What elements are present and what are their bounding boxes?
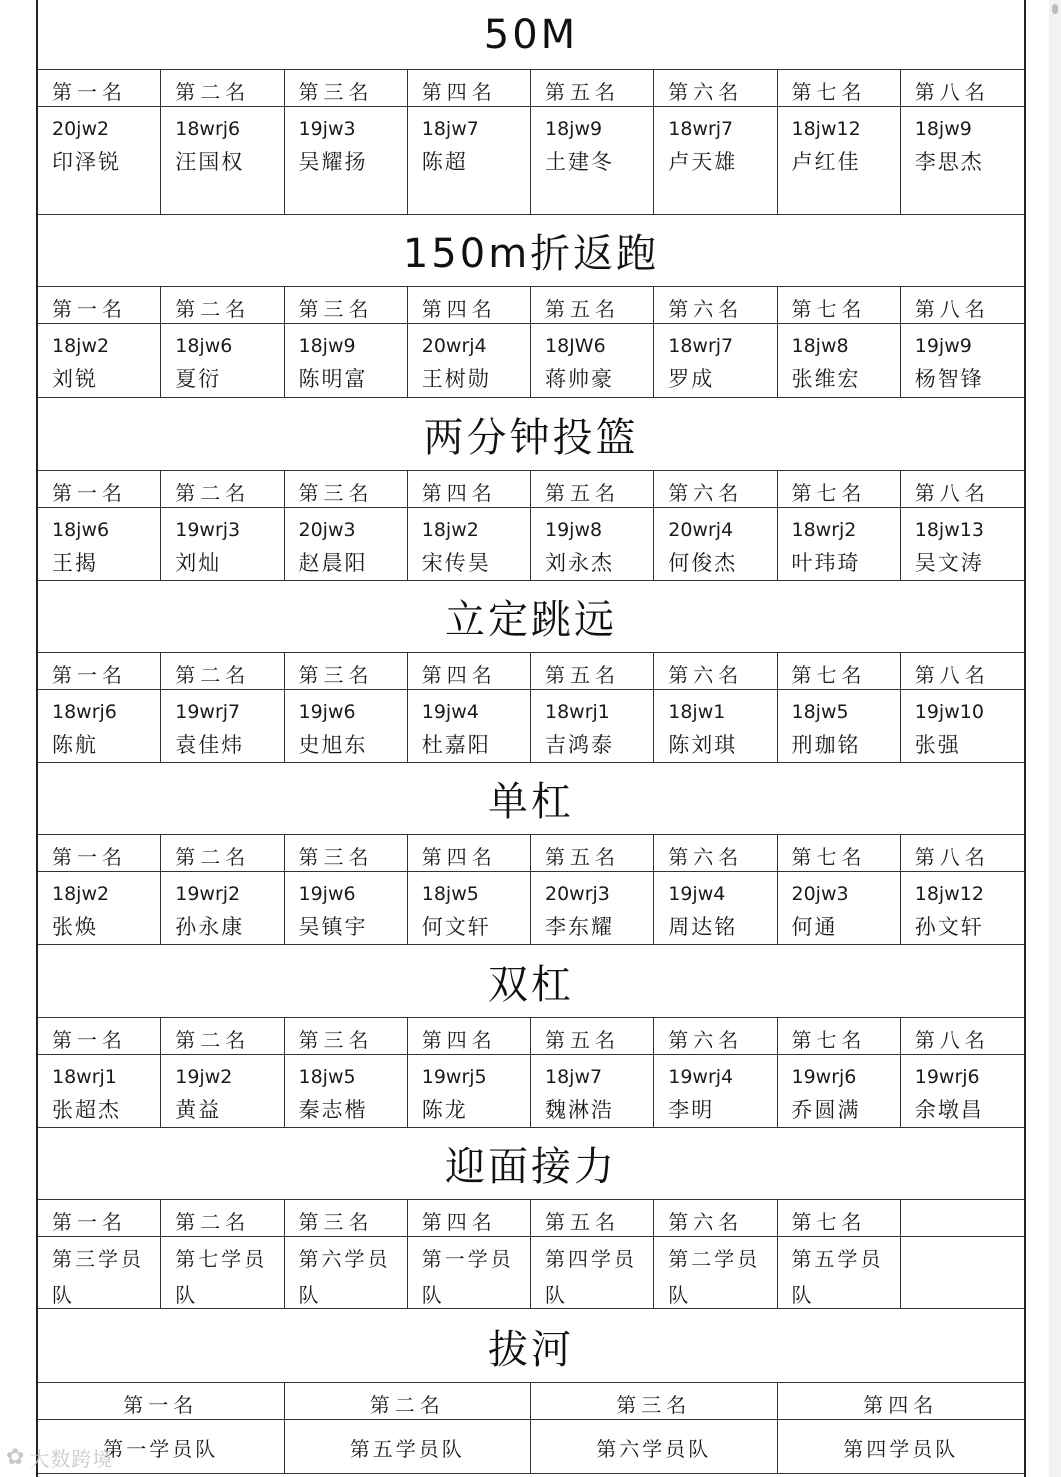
athlete-name: 李思杰 — [914, 150, 984, 174]
event-section — [38, 398, 1024, 581]
rank-header-row — [38, 70, 1024, 107]
rank-label: 第一名 — [38, 1383, 285, 1420]
event-title: 两分钟投篮 — [423, 414, 639, 461]
rank-label: 第八名 — [901, 471, 1024, 508]
result-cell — [778, 324, 901, 398]
result-cell — [778, 508, 901, 581]
athlete-name: 乔圆满 — [791, 1098, 861, 1122]
class-code: 18jw1 — [668, 701, 726, 723]
class-code: 18wrj1 — [545, 701, 610, 723]
rank-label: 第一名 — [38, 70, 161, 107]
rank-label: 第四名 — [408, 287, 531, 324]
rank-label: 第五名 — [531, 653, 654, 690]
athlete-name: 吴文涛 — [914, 551, 984, 575]
result-cell — [654, 690, 777, 763]
rank-label: 第四名 — [408, 653, 531, 690]
team-name: 第五学员队 — [791, 1247, 884, 1307]
result-cell — [531, 107, 654, 215]
rank-label: 第三名 — [285, 70, 408, 107]
athlete-name: 吴耀扬 — [298, 150, 368, 174]
class-code: 20wrj3 — [545, 883, 610, 905]
class-code: 19jw6 — [298, 883, 356, 905]
rank-label: 第四名 — [408, 1018, 531, 1055]
athlete-name: 汪国权 — [175, 150, 245, 174]
result-cell — [285, 324, 408, 398]
class-code: 19jw8 — [545, 519, 603, 541]
result-cell — [285, 872, 408, 945]
result-cell — [285, 508, 408, 581]
result-row — [38, 872, 1024, 945]
rank-label: 第六名 — [654, 471, 777, 508]
rank-label: 第一名 — [38, 835, 161, 872]
result-cell — [161, 107, 284, 215]
class-code: 19jw2 — [175, 1066, 233, 1088]
rank-label: 第三名 — [285, 1200, 408, 1237]
rank-label: 第四名 — [408, 835, 531, 872]
athlete-name: 孙文轩 — [914, 915, 984, 939]
rank-label: 第五名 — [531, 1200, 654, 1237]
class-code: 19jw10 — [914, 701, 984, 723]
athlete-name: 李明 — [668, 1098, 715, 1122]
result-cell — [38, 872, 161, 945]
athlete-name: 何俊杰 — [668, 551, 738, 575]
event-section — [38, 945, 1024, 1128]
class-code: 18jw9 — [914, 118, 972, 140]
athlete-name: 杜嘉阳 — [421, 733, 491, 757]
rank-header-row — [38, 1200, 1024, 1237]
rank-label: 第五名 — [531, 1018, 654, 1055]
result-cell — [285, 1420, 532, 1474]
class-code: 19jw6 — [298, 701, 356, 723]
rank-header-row — [38, 1018, 1024, 1055]
athlete-name: 何文轩 — [421, 915, 491, 939]
event-title: 拔河 — [488, 1326, 574, 1373]
result-cell — [531, 872, 654, 945]
result-cell — [778, 1420, 1025, 1474]
rank-label: 第七名 — [778, 70, 901, 107]
result-cell — [408, 872, 531, 945]
athlete-name: 李东耀 — [545, 915, 614, 939]
athlete-name: 张维宏 — [791, 367, 861, 391]
class-code: 19jw3 — [298, 118, 356, 140]
class-code: 18jw5 — [791, 701, 849, 723]
rank-label: 第二名 — [161, 1018, 284, 1055]
event-title-row — [38, 0, 1024, 70]
result-cell — [654, 1237, 777, 1309]
result-row — [38, 107, 1024, 215]
result-cell — [901, 324, 1024, 398]
scrollbar[interactable] — [1049, 0, 1061, 1477]
result-cell — [778, 1237, 901, 1309]
rank-label: 第七名 — [778, 835, 901, 872]
class-code: 18JW6 — [545, 335, 606, 357]
athlete-name: 叶玮琦 — [791, 551, 861, 575]
class-code: 19jw4 — [668, 883, 726, 905]
athlete-name: 刘锐 — [52, 367, 98, 391]
event-title-row — [38, 945, 1024, 1018]
rank-label: 第七名 — [778, 1200, 901, 1237]
rank-header-row — [38, 1383, 1024, 1420]
athlete-name: 陈超 — [421, 150, 468, 174]
class-code: 19jw9 — [914, 335, 972, 357]
rank-label: 第四名 — [778, 1383, 1025, 1420]
result-cell — [161, 508, 284, 581]
rank-label: 第七名 — [778, 287, 901, 324]
athlete-name: 孙永康 — [175, 915, 245, 939]
result-cell — [531, 324, 654, 398]
rank-label: 第八名 — [901, 1018, 1024, 1055]
rank-label: 第六名 — [654, 1018, 777, 1055]
watermark-text: 大数跨境 — [29, 1447, 114, 1471]
result-cell — [161, 690, 284, 763]
class-code: 18wrj7 — [668, 335, 734, 357]
rank-label: 第三名 — [285, 287, 408, 324]
rank-label: 第五名 — [531, 471, 654, 508]
result-cell — [161, 1055, 284, 1128]
result-cell — [161, 324, 284, 398]
result-cell — [531, 1237, 654, 1309]
rank-label: 第六名 — [654, 835, 777, 872]
athlete-name: 土建冬 — [545, 150, 614, 174]
athlete-name: 吉鸿泰 — [545, 733, 614, 757]
rank-label: 第三名 — [531, 1383, 778, 1420]
result-cell — [285, 107, 408, 215]
class-code: 19wrj7 — [175, 701, 241, 723]
class-code: 19wrj5 — [421, 1066, 487, 1088]
result-cell — [285, 1055, 408, 1128]
result-cell — [531, 1055, 654, 1128]
result-cell — [38, 107, 161, 215]
team-name: 第四学员队 — [843, 1436, 959, 1461]
athlete-name: 史旭东 — [298, 733, 368, 757]
class-code: 18jw12 — [914, 883, 984, 905]
rank-label: 第五名 — [531, 835, 654, 872]
result-cell — [38, 508, 161, 581]
result-row — [38, 1237, 1024, 1309]
result-cell — [408, 508, 531, 581]
team-name: 第六学员队 — [596, 1436, 712, 1461]
athlete-name: 黄益 — [175, 1098, 222, 1122]
athlete-name: 魏淋浩 — [545, 1098, 614, 1122]
class-code: 18jw7 — [421, 118, 479, 140]
result-row — [38, 508, 1024, 581]
athlete-name: 宋传昊 — [421, 551, 491, 575]
event-title-row — [38, 763, 1024, 835]
rank-label: 第五名 — [531, 70, 654, 107]
rank-label: 第一名 — [38, 1200, 161, 1237]
team-name: 第三学员队 — [52, 1247, 144, 1307]
athlete-name: 罗成 — [668, 367, 715, 391]
class-code: 18jw13 — [914, 519, 984, 541]
rank-label: 第八名 — [901, 287, 1024, 324]
athlete-name: 王树勋 — [421, 367, 491, 391]
rank-label: 第三名 — [285, 1018, 408, 1055]
team-name: 第一学员队 — [103, 1436, 219, 1461]
class-code: 18jw8 — [791, 335, 849, 357]
athlete-name: 印泽锐 — [52, 150, 121, 174]
class-code: 18wrj6 — [52, 701, 117, 723]
class-code: 18jw5 — [298, 1066, 356, 1088]
class-code: 18jw5 — [421, 883, 479, 905]
rank-label: 第三名 — [285, 471, 408, 508]
result-cell — [285, 690, 408, 763]
result-cell — [161, 1237, 284, 1309]
athlete-name: 蒋帅豪 — [545, 367, 614, 391]
watermark — [6, 1443, 113, 1472]
athlete-name: 夏衍 — [175, 367, 222, 391]
result-cell — [778, 690, 901, 763]
event-title: 迎面接力 — [445, 1144, 617, 1190]
class-code: 19wrj6 — [914, 1066, 980, 1088]
team-name: 第六学员队 — [298, 1247, 391, 1307]
result-cell — [38, 1237, 161, 1309]
rank-label: 第四名 — [408, 1200, 531, 1237]
result-cell — [654, 872, 777, 945]
team-name: 第二学员队 — [668, 1247, 761, 1307]
rank-label: 第二名 — [161, 70, 284, 107]
result-cell — [408, 324, 531, 398]
event-title-row — [38, 215, 1024, 287]
event-title: 单杠 — [488, 779, 574, 825]
class-code: 20jw3 — [298, 519, 356, 541]
event-section — [38, 581, 1024, 763]
class-code: 19wrj6 — [791, 1066, 857, 1088]
class-code: 18jw12 — [791, 118, 861, 140]
event-title: 150m折返跑 — [402, 231, 660, 277]
event-section — [38, 215, 1024, 398]
class-code: 20wrj4 — [668, 519, 734, 541]
rank-label: 第六名 — [654, 287, 777, 324]
team-name: 第四学员队 — [545, 1247, 637, 1307]
class-code: 18jw2 — [421, 519, 479, 541]
rank-label: 第二名 — [285, 1383, 532, 1420]
class-code: 20wrj4 — [421, 335, 487, 357]
event-title-row — [38, 1128, 1024, 1200]
rank-label: 第六名 — [654, 70, 777, 107]
result-cell — [38, 690, 161, 763]
athlete-name: 卢天雄 — [668, 150, 738, 174]
rank-header-row — [38, 835, 1024, 872]
event-title: 50M — [483, 11, 579, 58]
result-cell — [901, 107, 1024, 215]
rank-header-row — [38, 653, 1024, 690]
class-code: 18jw2 — [52, 335, 110, 357]
result-cell — [38, 324, 161, 398]
rank-label: 第六名 — [654, 653, 777, 690]
rank-label: 第一名 — [38, 471, 161, 508]
event-section — [38, 1310, 1024, 1474]
event-section — [38, 763, 1024, 945]
class-code: 18jw6 — [175, 335, 233, 357]
result-cell — [901, 1055, 1024, 1128]
rank-label: 第六名 — [654, 1200, 777, 1237]
athlete-name: 余墩昌 — [914, 1098, 984, 1122]
rank-label: 第四名 — [408, 70, 531, 107]
result-row — [38, 324, 1024, 398]
rank-label: 第五名 — [531, 287, 654, 324]
class-code: 20jw2 — [52, 118, 110, 140]
rank-label: 第二名 — [161, 1200, 284, 1237]
result-row — [38, 690, 1024, 763]
athlete-name: 赵晨阳 — [298, 551, 368, 575]
result-cell — [38, 1055, 161, 1128]
athlete-name: 杨智锋 — [914, 367, 984, 391]
class-code: 18jw9 — [545, 118, 603, 140]
team-name: 第七学员队 — [175, 1247, 268, 1307]
class-code: 18jw7 — [545, 1066, 603, 1088]
result-cell — [654, 508, 777, 581]
result-cell — [778, 1055, 901, 1128]
class-code: 18wrj6 — [175, 118, 241, 140]
rank-label: 第二名 — [161, 835, 284, 872]
athlete-name: 周达铭 — [668, 915, 738, 939]
result-cell — [531, 690, 654, 763]
rank-label: 第三名 — [285, 653, 408, 690]
rank-label: 第七名 — [778, 653, 901, 690]
rank-label: 第七名 — [778, 471, 901, 508]
team-name: 第一学员队 — [421, 1247, 514, 1307]
result-cell — [408, 690, 531, 763]
result-cell — [654, 324, 777, 398]
result-cell — [531, 508, 654, 581]
rank-label: 第一名 — [38, 1018, 161, 1055]
rank-label: 第一名 — [38, 287, 161, 324]
class-code: 18jw6 — [52, 519, 110, 541]
rank-header-row — [38, 471, 1024, 508]
athlete-name: 刑珈铭 — [791, 733, 861, 757]
result-row — [38, 1055, 1024, 1128]
rank-label: 第一名 — [38, 653, 161, 690]
athlete-name: 张焕 — [52, 915, 98, 939]
result-cell — [901, 1237, 1024, 1309]
athlete-name: 王揭 — [52, 551, 98, 575]
rank-label: 第三名 — [285, 835, 408, 872]
event-title-row — [38, 1310, 1024, 1383]
athlete-name: 吴镇宇 — [298, 915, 368, 939]
class-code: 20jw3 — [791, 883, 849, 905]
rank-label: 第八名 — [901, 653, 1024, 690]
result-cell — [408, 1055, 531, 1128]
class-code: 18jw9 — [298, 335, 356, 357]
watermark-logo-icon: ✿ — [6, 1445, 26, 1470]
athlete-name: 卢红佳 — [791, 150, 861, 174]
class-code: 19wrj4 — [668, 1066, 734, 1088]
athlete-name: 刘永杰 — [545, 551, 614, 575]
athlete-name: 张超杰 — [52, 1098, 121, 1122]
results-sheet — [36, 0, 1026, 1477]
result-cell — [901, 508, 1024, 581]
rank-label: 第二名 — [161, 653, 284, 690]
team-name: 第五学员队 — [349, 1436, 465, 1461]
event-title-row — [38, 581, 1024, 653]
rank-label: 第八名 — [901, 835, 1024, 872]
result-cell — [901, 872, 1024, 945]
rank-label: 第七名 — [778, 1018, 901, 1055]
result-cell — [161, 872, 284, 945]
result-cell — [285, 1237, 408, 1309]
event-title: 双杠 — [488, 961, 574, 1008]
rank-label: 第八名 — [901, 70, 1024, 107]
class-code: 19wrj2 — [175, 883, 241, 905]
event-section — [38, 1128, 1024, 1309]
class-code: 18wrj1 — [52, 1066, 117, 1088]
event-title: 立定跳远 — [445, 597, 617, 643]
rank-header-row — [38, 287, 1024, 324]
result-cell — [531, 1420, 778, 1474]
class-code: 18jw2 — [52, 883, 110, 905]
rank-label: 第二名 — [161, 287, 284, 324]
result-cell — [654, 1055, 777, 1128]
result-cell — [901, 690, 1024, 763]
class-code: 19jw4 — [421, 701, 479, 723]
athlete-name: 陈刘琪 — [668, 733, 738, 757]
scrollbar-thumb[interactable] — [1052, 4, 1058, 14]
event-title-row — [38, 398, 1024, 471]
event-section — [38, 0, 1024, 215]
athlete-name: 张强 — [914, 733, 961, 757]
class-code: 19wrj3 — [175, 519, 241, 541]
athlete-name: 陈明富 — [298, 367, 368, 391]
class-code: 18wrj7 — [668, 118, 734, 140]
rank-label: 第二名 — [161, 471, 284, 508]
athlete-name: 陈航 — [52, 733, 98, 757]
class-code: 18wrj2 — [791, 519, 857, 541]
rank-label: 第四名 — [408, 471, 531, 508]
athlete-name: 陈龙 — [421, 1098, 468, 1122]
result-cell — [408, 1237, 531, 1309]
rank-label — [901, 1200, 1024, 1237]
athlete-name: 刘灿 — [175, 551, 222, 575]
result-row — [38, 1420, 1024, 1474]
result-cell — [778, 872, 901, 945]
athlete-name: 秦志楷 — [298, 1098, 368, 1122]
result-cell — [654, 107, 777, 215]
athlete-name: 何通 — [791, 915, 838, 939]
result-cell — [778, 107, 901, 215]
athlete-name: 袁佳炜 — [175, 733, 245, 757]
result-cell — [408, 107, 531, 215]
